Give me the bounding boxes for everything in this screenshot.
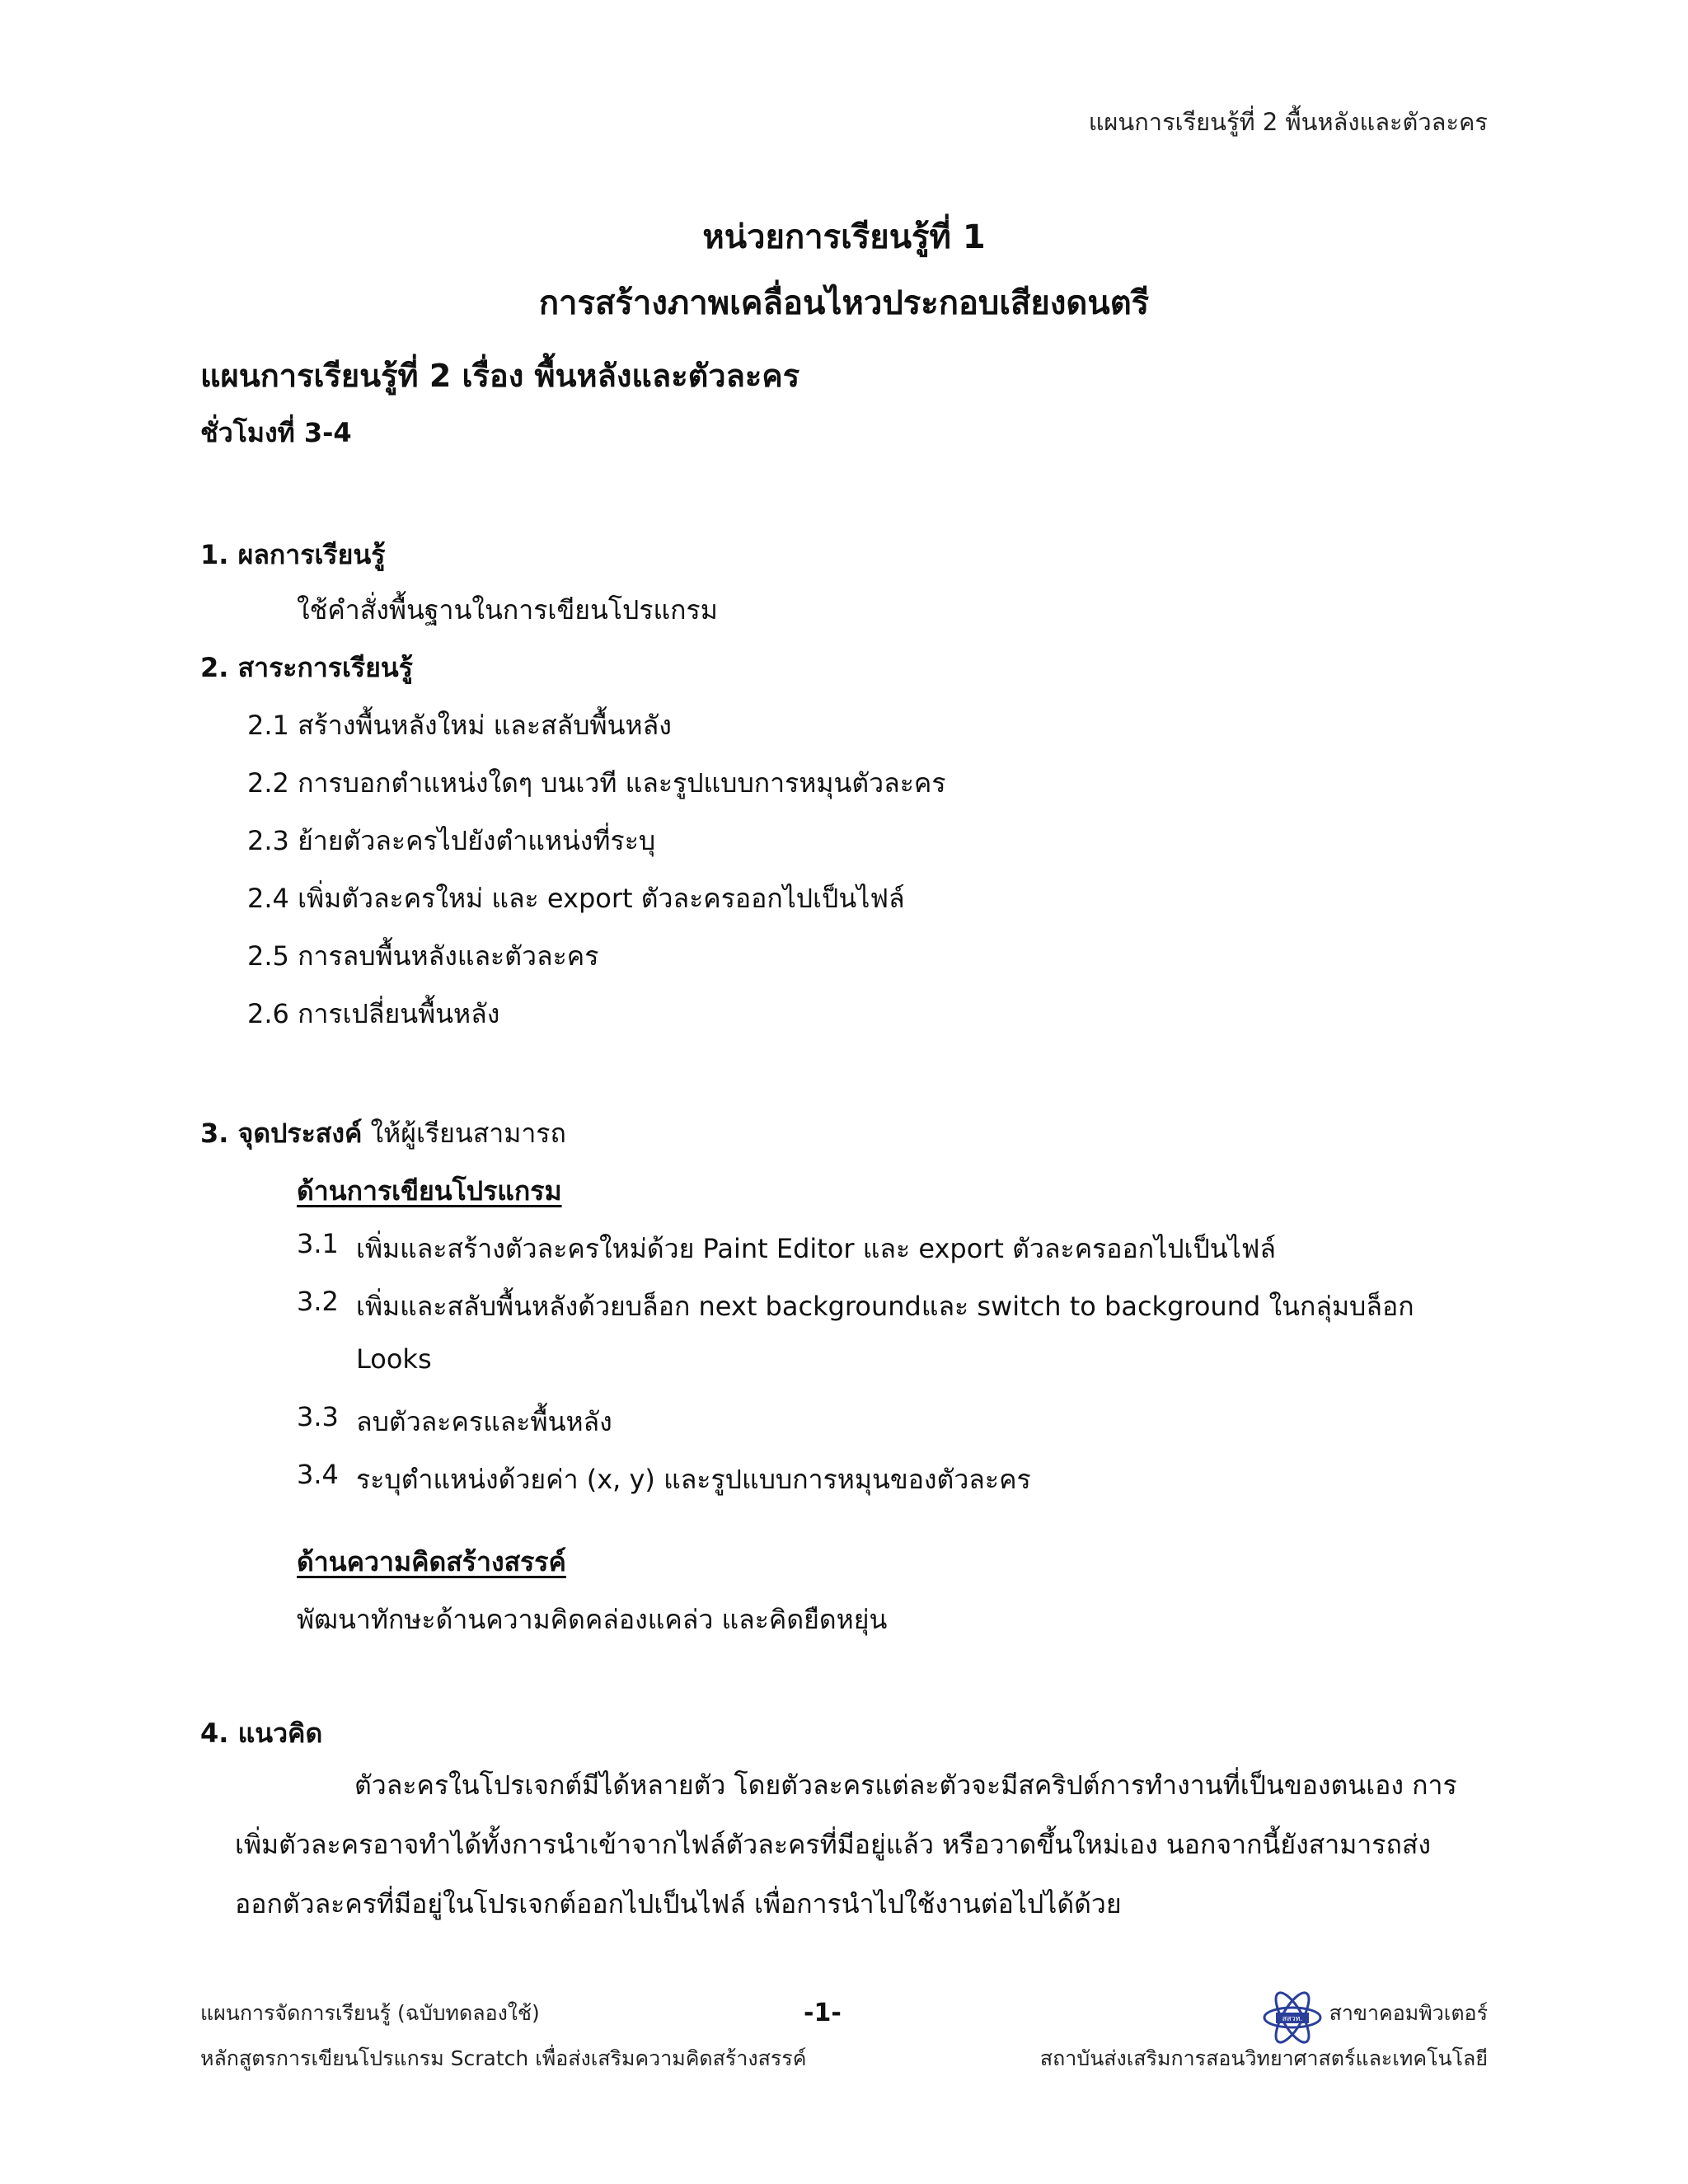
creative-subheading: ด้านความคิดสร้างสรรค์	[297, 1546, 566, 1577]
footer-right-line1: สาขาคอมพิวเตอร์	[1329, 2001, 1488, 2025]
section1-text: ใช้คำสั่งพื้นฐานในการเขียนโปรแกรม	[297, 594, 718, 626]
page-number: -1-	[804, 1999, 842, 2027]
objective-text: เพิ่มและสร้างตัวละครใหม่ด้วย Paint Editor และ export ตัวละครออกไปเป็นไฟล์	[356, 1233, 1276, 1264]
section1-heading: 1. ผลการเรียนรู้	[200, 539, 386, 570]
section3-heading-bold: 3. จุดประสงค์	[200, 1118, 363, 1149]
unit-title: หน่วยการเรียนรู้ที่ 1	[702, 218, 986, 256]
institute-logo	[1261, 1986, 1324, 2049]
objective-number: 3.1	[297, 1228, 339, 1259]
list-item: 2.5 การลบพื้นหลังและตัวละคร	[247, 940, 599, 972]
running-header: แผนการเรียนรู้ที่ 2 พื้นหลังและตัวละคร	[1088, 108, 1488, 136]
list-item: 2.3 ย้ายตัวละครไปยังตำแหน่งที่ระบุ	[247, 825, 656, 856]
section2-heading: 2. สาระการเรียนรู้	[200, 652, 413, 683]
concept-paragraph: ตัวละครในโปรเจกต์มีได้หลายตัว โดยตัวละครแต่ละตัวจะมีสคริปต์การทำงานที่เป็นของตนเอง การเพิ่มตัวละครอาจทำได้ทั้งการนำเข้าจากไฟล์ตัวละครที่มีอยู่แล้ว หรือวาดขึ้นใหม่เอง นอกจากนี้ยังสามารถส่งออกตัวละครที่มีอยู่ในโปรเจกต์ออกไปเป็นไฟล์ เพื่อการนำไปใช้งานต่อไปได้ด้วย	[235, 1769, 1457, 1919]
footer-left-line2: หลักสูตรการเขียนโปรแกรม Scratch เพื่อส่งเสริมความคิดสร้างสรรค์	[200, 2046, 807, 2070]
section4-heading: 4. แนวคิด	[200, 1718, 323, 1749]
objective-text: ระบุตำแหน่งด้วยค่า (x, y) และรูปแบบการหมุนของตัวละคร	[356, 1464, 1031, 1495]
objective-number: 3.4	[297, 1459, 339, 1490]
programming-subheading: ด้านการเขียนโปรแกรม	[297, 1175, 562, 1207]
plan-title: แผนการเรียนรู้ที่ 2 เรื่อง พื้นหลังและตัวละคร	[200, 358, 800, 394]
list-item: 2.1 สร้างพื้นหลังใหม่ และสลับพื้นหลัง	[247, 710, 672, 741]
footer-right-line2: สถาบันส่งเสริมการสอนวิทยาศาสตร์และเทคโนโลยี	[1039, 2046, 1488, 2070]
unit-name-title: การสร้างภาพเคลื่อนไหวประกอบเสียงดนตรี	[538, 284, 1150, 322]
creative-text: พัฒนาทักษะด้านความคิดคล่องแคล่ว และคิดยืดหยุ่น	[297, 1604, 888, 1635]
logo-text: สสวท.	[1282, 2015, 1303, 2023]
section3-heading-rest: ให้ผู้เรียนสามารถ	[362, 1118, 566, 1149]
objective-number: 3.3	[297, 1401, 339, 1432]
objective-number: 3.2	[297, 1286, 339, 1317]
objective-text-continued: Looks	[356, 1343, 432, 1375]
footer-left-line1: แผนการจัดการเรียนรู้ (ฉบับทดลองใช้)	[200, 2001, 540, 2025]
objective-text: ลบตัวละครและพื้นหลัง	[356, 1406, 612, 1437]
hours-label: ชั่วโมงที่ 3-4	[200, 417, 352, 448]
list-item: 2.6 การเปลี่ยนพื้นหลัง	[247, 998, 500, 1029]
section3-heading	[200, 1113, 566, 1155]
list-item: 2.2 การบอกตำแหน่งใดๆ บนเวที และรูปแบบการหมุนตัวละคร	[247, 767, 946, 799]
list-item: 2.4 เพิ่มตัวละครใหม่ และ export ตัวละครออกไปเป็นไฟล์	[247, 883, 905, 914]
objective-text: เพิ่มและสลับพื้นหลังด้วยบล็อก next backgroundและ switch to background ในกลุ่มบล็อก	[356, 1291, 1414, 1322]
